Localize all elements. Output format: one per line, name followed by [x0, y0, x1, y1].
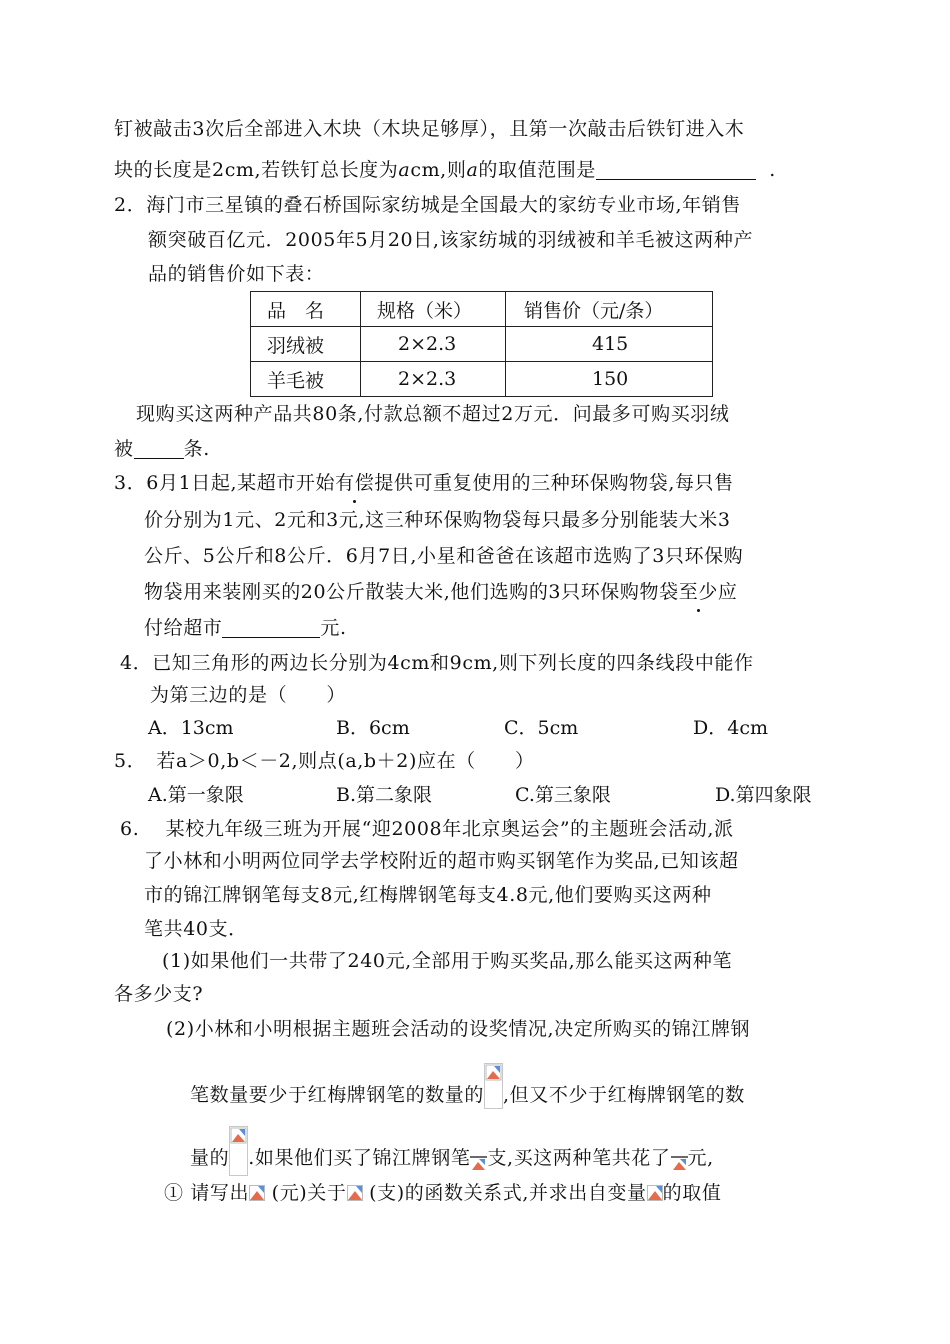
table-header-row — [251, 292, 713, 327]
table-header-cell: 规格（米） — [361, 292, 506, 327]
answer-blank[interactable] — [596, 157, 756, 180]
broken-image-icon — [347, 1185, 363, 1201]
price-table — [250, 291, 713, 397]
table-cell: 羽绒被 — [251, 327, 361, 362]
table-row — [251, 362, 713, 397]
q6-line-1: 6. 某校九年级三班为开展“迎2008年北京奥运会”的主题班会活动,派 — [120, 818, 734, 840]
q3-line-4: 物袋用来装刚买的20公斤散装大米,他们选购的3只环保购物袋至少应 — [144, 577, 738, 607]
table-cell: 羊毛被 — [251, 362, 361, 397]
q6-line-2: 了小林和小明两位同学去学校附近的超市购买钢笔作为奖品,已知该超 — [144, 850, 739, 872]
q4-line-1: 4．已知三角形的两边长分别为4cm和9cm,则下列长度的四条线段中能作 — [120, 652, 754, 674]
q6-part2-line-1: (2)小林和小明根据主题班会活动的设奖情况,决定所购买的锦江牌钢 — [166, 1018, 751, 1040]
q4-option-d: D．4cm — [693, 717, 768, 739]
answer-blank[interactable] — [222, 615, 320, 638]
q1-line-2: 块的长度是2cm,若铁钉总长度为acm,则a的取值范围是 . — [114, 159, 776, 181]
broken-image-icon — [647, 1185, 663, 1201]
q6-part1-line-1: (1)如果他们一共带了240元,全部用于购买奖品,那么能买这两种笔 — [162, 950, 733, 972]
q5-option-a: A.第一象限 — [148, 784, 244, 806]
q6-line-3: 市的锦江牌钢笔每支8元,红梅牌钢笔每支4.8元,他们要购买这两种 — [144, 884, 712, 906]
variable-a: a — [398, 159, 411, 181]
q6-part1-line-2: 各多少支? — [114, 983, 204, 1005]
table-header-cell: 品 名 — [251, 292, 361, 327]
q3-line-5: 付给超市 元. — [144, 617, 347, 639]
q4-line-2: 为第三边的是（ ） — [150, 684, 347, 706]
q3-line-3: 公斤、5公斤和8公斤．6月7日,小星和爸爸在该超市选购了3只环保购 — [144, 545, 744, 567]
broken-image-icon — [484, 1063, 503, 1109]
table-header-cell: 销售价（元/条） — [506, 292, 713, 327]
q6-part2-line-4: ① 请写出 (元)关于 (支)的函数关系式,并求出自变量 的取值 — [164, 1182, 722, 1204]
broken-image-icon — [229, 1126, 248, 1176]
table-cell: 2×2.3 — [361, 327, 506, 362]
q5-option-d: D.第四象限 — [715, 784, 812, 806]
broken-image-icon — [671, 1155, 688, 1172]
q5-option-c: C.第三象限 — [515, 784, 611, 806]
table-cell: 2×2.3 — [361, 362, 506, 397]
q6-part2-line-2: 笔数量要少于红梅牌钢笔的数量的 ,但又不少于红梅牌钢笔的数 — [190, 1063, 745, 1110]
emphasis-text: 至少 — [679, 577, 718, 607]
q6-part2-line-3: 量的 .如果他们买了锦江牌钢笔 支,买这两种笔共花了 元, — [190, 1126, 714, 1176]
variable-a: a — [466, 159, 479, 181]
q2-line-3: 品的销售价如下表： — [148, 263, 325, 285]
q5-line-1: 5． 若a＞0,b＜－2,则点(a,b＋2)应在（ ） — [114, 750, 535, 772]
q2-line-2: 额突破百亿元．2005年5月20日,该家纺城的羽绒被和羊毛被这两种产 — [148, 229, 754, 251]
q6-line-4: 笔共40支． — [144, 918, 248, 940]
table-cell: 415 — [506, 327, 713, 362]
q4-option-a: A．13cm — [148, 717, 234, 739]
q1-line-1: 钉被敲击3次后全部进入木块（木块足够厚），且第一次敲击后铁钉进入木 — [114, 118, 745, 140]
table-cell: 150 — [506, 362, 713, 397]
q3-line-1: 3．6月1日起,某超市开始有偿提供可重复使用的三种环保购物袋,每只售 — [114, 468, 734, 498]
q2-line-1: 2．海门市三星镇的叠石桥国际家纺城是全国最大的家纺专业市场,年销售 — [114, 194, 741, 216]
q5-option-b: B.第二象限 — [336, 784, 433, 806]
answer-blank[interactable] — [134, 436, 184, 459]
q4-option-c: C．5cm — [504, 717, 579, 739]
q3-line-2: 价分别为1元、2元和3元,这三种环保购物袋每只最多分别能装大米3 — [144, 509, 731, 531]
emphasis-text: 有偿 — [335, 468, 374, 498]
q2-line-5: 被 条. — [114, 438, 210, 460]
q4-option-b: B．6cm — [336, 717, 410, 739]
broken-image-icon — [249, 1185, 265, 1201]
q2-line-4: 现购买这两种产品共80条,付款总额不超过2万元．问最多可购买羽绒 — [136, 403, 730, 425]
table-row — [251, 327, 713, 362]
broken-image-icon — [470, 1155, 487, 1172]
